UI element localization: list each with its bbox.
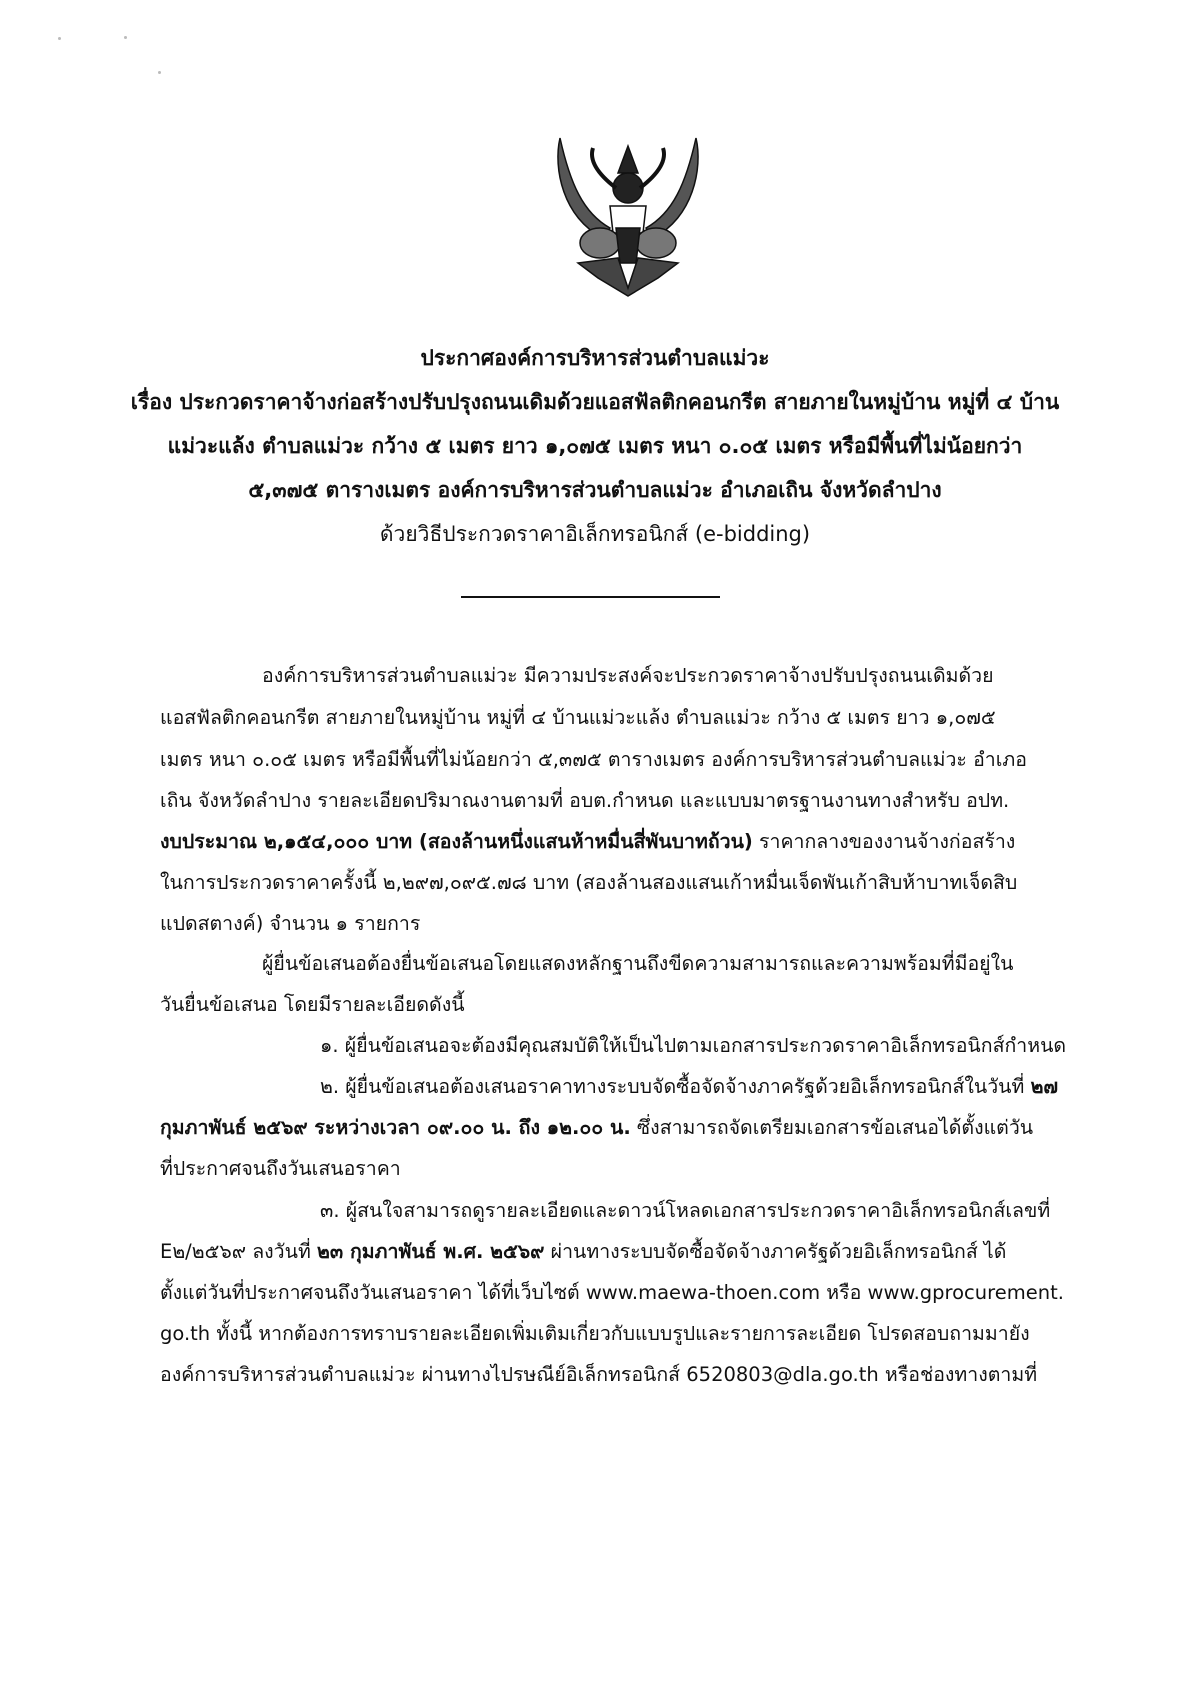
- paragraph-line: เมตร หนา ๐.๐๕ เมตร หรือมีพื้นที่ไม่น้อยกว่า ๕,๓๗๕ ตารางเมตร องค์การบริหารส่วนตำบลแม่วะ อำเภอ: [160, 748, 1027, 771]
- item2-date: ๒๗: [1030, 1075, 1059, 1098]
- paragraph-line: วันยื่นข้อเสนอ โดยมีรายละเอียดดังนี้: [160, 993, 465, 1016]
- scan-speck: [124, 36, 127, 39]
- subject-line: แม่วะแล้ง ตำบลแม่วะ กว้าง ๕ เมตร ยาว ๑,๐๗๕ เมตร หนา ๐.๐๕ เมตร หรือมีพื้นที่ไม่น้อยกว่า: [167, 434, 1023, 458]
- paragraph-line: แอสฟัลติกคอนกรีต สายภายในหมู่บ้าน หมู่ที่ ๔ บ้านแม่วะแล้ง ตำบลแม่วะ กว้าง ๕ เมตร ยาว ๑,๐๗๕: [160, 706, 996, 729]
- list-item-1: ๑. ผู้ยื่นข้อเสนอจะต้องมีคุณสมบัติให้เป็นไปตามเอกสารประกวดราคาอิเล็กทรอนิกส์กำหนด: [320, 1034, 1067, 1057]
- item3-rest: ผ่านทางระบบจัดซื้อจัดจ้างภาครัฐด้วยอิเล็กทรอนิกส์ ได้: [544, 1240, 1007, 1263]
- divider: [461, 596, 720, 598]
- subject-line: ด้วยวิธีประกวดราคาอิเล็กทรอนิกส์ (e-bidding): [379, 522, 811, 546]
- garuda-emblem-icon: [548, 128, 708, 298]
- paragraph-line: แปดสตางค์) จำนวน ๑ รายการ: [160, 912, 421, 935]
- paragraph-line: ในการประกวดราคาครั้งนี้ ๒,๒๙๗,๐๙๕.๗๘ บาท (สองล้านสองแสนเก้าหมื่นเจ็ดพันเก้าสิบห้าบาทเจ็ดสิบ: [160, 871, 1018, 894]
- list-item-3-cont: องค์การบริหารส่วนตำบลแม่วะ ผ่านทางไปรษณีย์อิเล็กทรอนิกส์ 6520803@dla.go.th หรือช่องทางตามที่: [160, 1363, 1038, 1386]
- scan-speck: [158, 71, 161, 74]
- announcement-header: [90, 336, 1100, 556]
- item2-datetime: กุมภาพันธ์ ๒๕๖๙ ระหว่างเวลา ๐๙.๐๐ น. ถึง ๑๒.๐๐ น.: [160, 1116, 631, 1139]
- paragraph-line: ผู้ยื่นข้อเสนอต้องยื่นข้อเสนอโดยแสดงหลักฐานถึงขีดความสามารถและความพร้อมที่มีอยู่ใน: [262, 952, 1014, 975]
- announcement-title: ประกาศองค์การบริหารส่วนตำบลแม่วะ: [420, 346, 770, 370]
- list-item-3: ๓. ผู้สนใจสามารถดูรายละเอียดและดาวน์โหลดเอกสารประกวดราคาอิเล็กทรอนิกส์เลขที่: [320, 1199, 1051, 1222]
- item2-text: ๒. ผู้ยื่นข้อเสนอต้องเสนอราคาทางระบบจัดซื้อจัดจ้างภาครัฐด้วยอิเล็กทรอนิกส์ในวันที่: [320, 1075, 1031, 1098]
- item2-rest: ซึ่งสามารถจัดเตรียมเอกสารข้อเสนอได้ตั้งแต่วัน: [630, 1116, 1034, 1139]
- subject-line: เรื่อง ประกวดราคาจ้างก่อสร้างปรับปรุงถนนเดิมด้วยแอสฟัลติกคอนกรีต สายภายในหมู่บ้าน หมู่ที่ ๔ บ้าน: [130, 390, 1060, 414]
- scan-speck: [58, 37, 61, 40]
- list-item-2-cont: [160, 1113, 1033, 1143]
- list-item-3-cont: go.th ทั้งนี้ หากต้องการทราบรายละเอียดเพิ่มเติมเกี่ยวกับแบบรูปและรายการละเอียด โปรดสอบถามมายัง: [160, 1322, 1030, 1345]
- list-item-3-cont: [160, 1237, 1006, 1267]
- subject-line: ๕,๓๗๕ ตารางเมตร องค์การบริหารส่วนตำบลแม่วะ อำเภอเถิน จังหวัดลำปาง: [248, 478, 942, 502]
- item3-date: ๒๓ กุมภาพันธ์ พ.ศ. ๒๕๖๙: [317, 1240, 545, 1263]
- budget-line: [160, 827, 1015, 857]
- budget-amount: งบประมาณ ๒,๑๕๔,๐๐๐ บาท (สองล้านหนึ่งแสนห้าหมื่นสี่พันบาทถ้วน): [160, 830, 753, 853]
- budget-rest: ราคากลางของงานจ้างก่อสร้าง: [752, 830, 1016, 853]
- item3-docno: E๒/๒๕๖๙ ลงวันที่: [160, 1240, 318, 1263]
- list-item-3-cont: ตั้งแต่วันที่ประกาศจนถึงวันเสนอราคา ได้ที่เว็บไซต์ www.maewa-thoen.com หรือ www.gprocurement.: [160, 1281, 1064, 1304]
- list-item-2: [320, 1072, 1058, 1102]
- list-item-2-cont: ที่ประกาศจนถึงวันเสนอราคา: [160, 1157, 401, 1180]
- paragraph-line: เถิน จังหวัดลำปาง รายละเอียดปริมาณงานตามที่ อบต.กำหนด และแบบมาตรฐานงานทางสำหรับ อปท.: [160, 789, 1010, 812]
- paragraph-line: องค์การบริหารส่วนตำบลแม่วะ มีความประสงค์จะประกวดราคาจ้างปรับปรุงถนนเดิมด้วย: [262, 664, 994, 687]
